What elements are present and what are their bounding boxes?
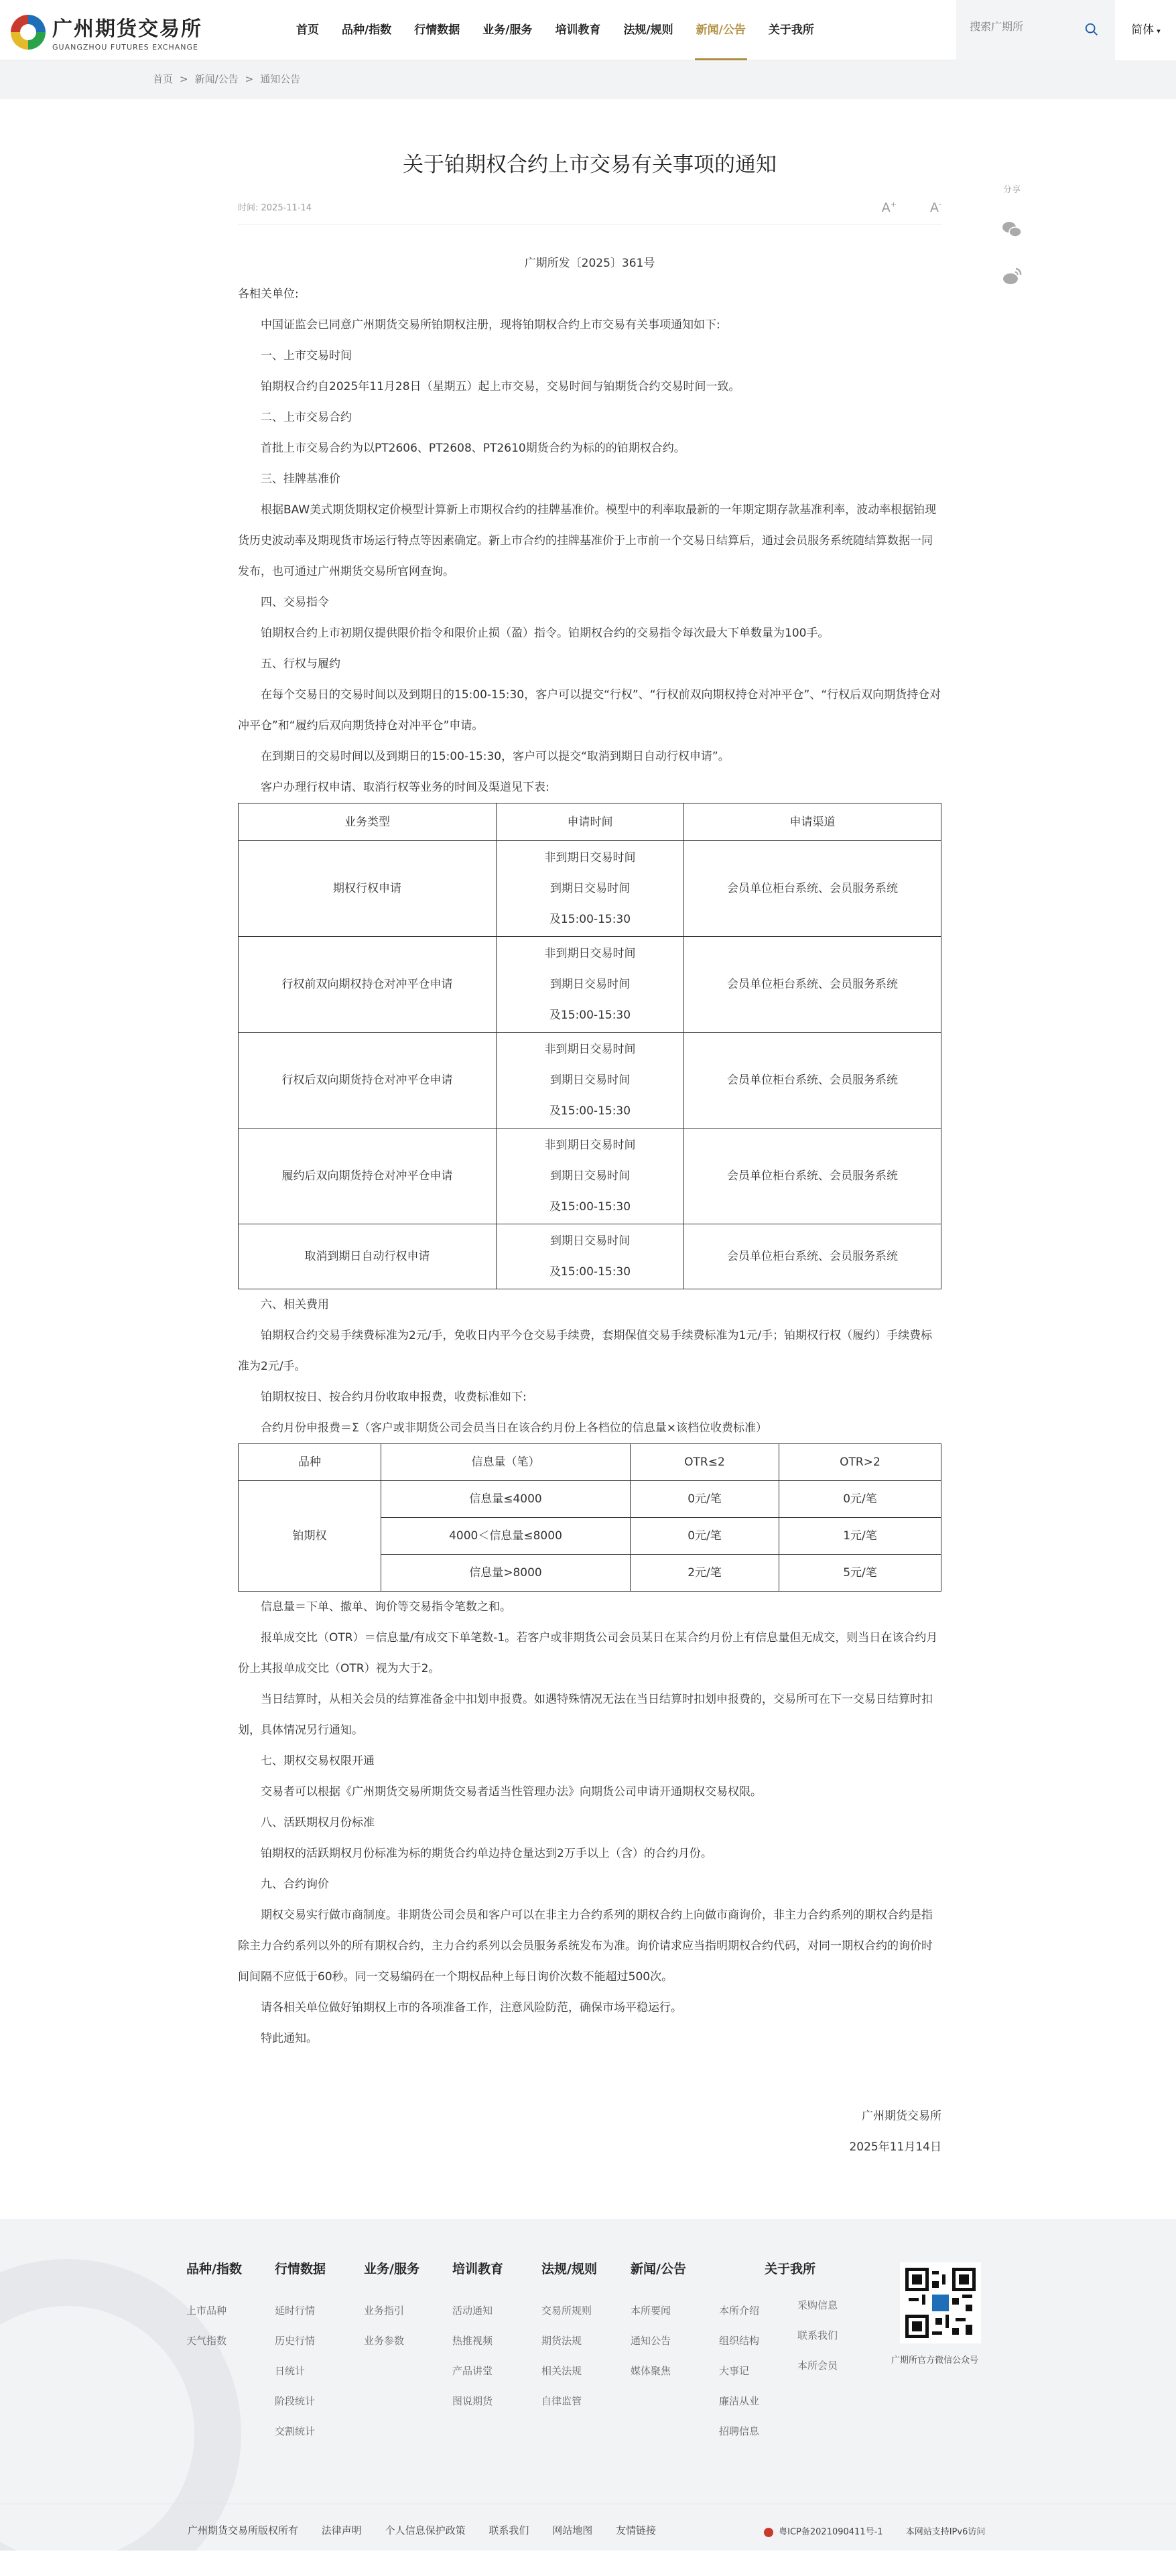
footer-link[interactable]: 自律监管 bbox=[541, 2395, 582, 2408]
nav-item-home[interactable]: 首页 bbox=[296, 23, 319, 37]
breadcrumb-separator: > bbox=[245, 73, 254, 85]
footer-link[interactable]: 业务指引 bbox=[364, 2305, 405, 2317]
share-label: 分享 bbox=[1002, 185, 1021, 195]
weibo-icon[interactable] bbox=[1001, 266, 1023, 286]
wechat-qr-code bbox=[900, 2262, 981, 2343]
footer-link[interactable]: 图说期货 bbox=[452, 2395, 493, 2408]
table-cell: 会员单位柜台系统、会员服务系统 bbox=[684, 1224, 941, 1289]
footer-link[interactable]: 业务参数 bbox=[364, 2335, 405, 2347]
footer-link[interactable]: 相关法规 bbox=[541, 2365, 582, 2378]
footer-bottom-right bbox=[764, 2524, 985, 2537]
section-heading: 五、行权与履约 bbox=[261, 657, 340, 671]
footer-link[interactable]: 延时行情 bbox=[275, 2305, 316, 2317]
privacy-link[interactable]: 个人信息保护政策 bbox=[385, 2524, 466, 2537]
table-cell: 非到期日交易时间 到期日交易时间 及15:00-15:30 bbox=[497, 1033, 684, 1129]
font-size-controls bbox=[852, 200, 941, 215]
paragraph: 在每个交易日的交易时间以及到期日的15:00-15:30，客户可以提交“行权”、“行权前双向期权持仓对冲平仓”、“行权后双向期货持仓对冲平仓”和“履约后双向期货持仓对冲平仓”申请。 bbox=[238, 688, 941, 733]
document-number: 广期所发〔2025〕361号 bbox=[524, 257, 655, 271]
table-cell: 行权后双向期货持仓对冲平仓申请 bbox=[239, 1033, 497, 1129]
footer-link[interactable]: 交易所规则 bbox=[541, 2305, 592, 2317]
footer-link[interactable]: 招聘信息 bbox=[719, 2425, 760, 2438]
qr-caption: 广期所官方微信公众号 bbox=[891, 2356, 979, 2366]
font-increase-button[interactable]: A+ bbox=[881, 200, 897, 216]
table-row bbox=[239, 1224, 941, 1289]
nav-item-education[interactable]: 培训教育 bbox=[555, 23, 601, 37]
table-cell: 非到期日交易时间 到期日交易时间 及15:00-15:30 bbox=[497, 1129, 684, 1224]
table-row bbox=[239, 1481, 941, 1518]
police-badge-icon bbox=[764, 2528, 773, 2537]
table-cell: 4000＜信息量≤8000 bbox=[381, 1518, 631, 1555]
footer-link[interactable]: 联系我们 bbox=[797, 2329, 838, 2342]
table-cell: 到期日交易时间 及15:00-15:30 bbox=[497, 1224, 684, 1289]
table-cell: 行权前双向期权持仓对冲平仓申请 bbox=[239, 937, 497, 1033]
breadcrumb bbox=[153, 72, 300, 86]
footer-link[interactable]: 活动通知 bbox=[452, 2305, 493, 2317]
logo-name-cn: 广州期货交易所 bbox=[52, 17, 202, 41]
signature-block bbox=[238, 2101, 941, 2163]
footer-link[interactable]: 本所会员 bbox=[797, 2360, 838, 2372]
table-header: 业务类型 bbox=[239, 803, 497, 841]
footer-link[interactable]: 上市品种 bbox=[186, 2305, 227, 2317]
table-cell: 0元/笔 bbox=[631, 1518, 779, 1555]
footer-bottom-bar bbox=[0, 2504, 1176, 2551]
footer-column-title[interactable]: 行情数据 bbox=[275, 2262, 326, 2277]
search-input[interactable] bbox=[970, 21, 1077, 34]
qr-code-icon bbox=[905, 2268, 976, 2338]
paragraph: 铂期权合约交易手续费标准为2元/手，免收日内平今仓交易手续费，套期保值交易手续费标准为1元/手；铂期权行权（履约）手续费标准为2元/手。 bbox=[238, 1329, 933, 1374]
table-header: OTR≤2 bbox=[631, 1444, 779, 1481]
paragraph: 首批上市交易合约为以PT2606、PT2608、PT2610期货合约为标的的铂期权合约。 bbox=[261, 442, 685, 456]
language-label: 简体 bbox=[1131, 23, 1155, 37]
footer-link[interactable]: 产品讲堂 bbox=[452, 2365, 493, 2378]
table-cell: 铂期权 bbox=[239, 1481, 381, 1592]
footer-link[interactable]: 本所介绍 bbox=[719, 2305, 760, 2317]
footer-column-title[interactable]: 培训教育 bbox=[452, 2262, 504, 2277]
table-cell: 非到期日交易时间 到期日交易时间 及15:00-15:30 bbox=[497, 937, 684, 1033]
table-cell: 5元/笔 bbox=[779, 1555, 941, 1592]
paragraph: 特此通知。 bbox=[261, 2032, 318, 2046]
nav-item-market-data[interactable]: 行情数据 bbox=[414, 23, 460, 37]
footer-column-title[interactable]: 业务/服务 bbox=[364, 2262, 419, 2277]
paragraph: 期权交易实行做市商制度。非期货公司会员和客户可以在非主力合约系列的期权合约上向做市商询价，非主力合约系列的期权合约是指除主力合约系列以外的所有期权合约，主力合约系列以会员服务系统发布为准。询价请求应当指明期权合约代码，对同一期权合约的询价时间间隔不应低于60秒。同一交易编码在一个期权品种上每日询价次数不能超过500次。 bbox=[238, 1909, 933, 1984]
footer-link[interactable]: 本所要闻 bbox=[631, 2305, 671, 2317]
paragraph: 铂期权按日、按合约月份收取申报费，收费标准如下: bbox=[261, 1391, 527, 1405]
language-switch[interactable] bbox=[1116, 0, 1176, 60]
table-header: OTR>2 bbox=[779, 1444, 941, 1481]
table-row bbox=[239, 937, 941, 1033]
footer-column-about-extra bbox=[797, 2291, 838, 2381]
footer-link[interactable]: 组织结构 bbox=[719, 2335, 760, 2347]
paragraph: 根据BAW美式期货期权定价模型计算新上市期权合约的挂牌基准价。模型中的利率取最新的一年期定期存款基准利率，波动率根据铂现货历史波动率及期现货市场运行特点等因素确定。新上市合约的挂牌基准价于上市前一个交易日结算后，通过会员服务系统随结算数据一同发布，也可通过广州期货交易所官网查询。 bbox=[238, 503, 937, 579]
nav-item-news[interactable]: 新闻/公告 bbox=[685, 0, 757, 60]
breadcrumb-news[interactable]: 新闻/公告 bbox=[194, 73, 239, 85]
salutation: 各相关单位: bbox=[238, 287, 299, 302]
section-heading: 一、上市交易时间 bbox=[261, 349, 352, 363]
chevron-down-icon: ▾ bbox=[1157, 27, 1161, 36]
article-date: 时间: 2025-11-14 bbox=[238, 203, 312, 213]
logo-emblem-icon bbox=[11, 15, 46, 50]
footer-column-rules bbox=[541, 2259, 597, 2417]
section-heading: 六、相关费用 bbox=[261, 1298, 329, 1312]
table-cell: 信息量>8000 bbox=[381, 1555, 631, 1592]
font-decrease-button[interactable]: A- bbox=[930, 200, 941, 216]
section-heading: 二、上市交易合约 bbox=[261, 411, 352, 425]
footer-link[interactable]: 日统计 bbox=[275, 2365, 306, 2378]
table-cell: 非到期日交易时间 到期日交易时间 及15:00-15:30 bbox=[497, 841, 684, 937]
footer-link[interactable]: 廉洁从业 bbox=[719, 2395, 760, 2408]
nav-item-products[interactable]: 品种/指数 bbox=[342, 23, 392, 37]
table-header: 信息量（笔） bbox=[381, 1444, 631, 1481]
footer-column-title[interactable]: 新闻/公告 bbox=[631, 2262, 686, 2277]
friend-links[interactable]: 友情链接 bbox=[615, 2524, 656, 2537]
legal-link[interactable]: 法律声明 bbox=[321, 2524, 362, 2537]
nav-item-rules[interactable]: 法规/规则 bbox=[623, 23, 673, 37]
footer-link[interactable]: 通知公告 bbox=[631, 2335, 671, 2347]
main-nav bbox=[285, 0, 826, 60]
footer-link[interactable]: 历史行情 bbox=[275, 2335, 316, 2347]
fee-table bbox=[238, 1443, 941, 1592]
table-cell: 会员单位柜台系统、会员服务系统 bbox=[684, 841, 941, 937]
breadcrumb-separator: > bbox=[180, 73, 188, 85]
paragraph: 铂期权合约自2025年11月28日（星期五）起上市交易，交易时间与铂期货合约交易时间一致。 bbox=[261, 380, 740, 394]
sitemap-link[interactable]: 网站地图 bbox=[552, 2524, 593, 2537]
table-cell: 信息量≤4000 bbox=[381, 1481, 631, 1518]
section-heading: 三、挂牌基准价 bbox=[261, 472, 340, 487]
contact-link[interactable]: 联系我们 bbox=[488, 2524, 529, 2537]
footer-link[interactable]: 期货法规 bbox=[541, 2335, 582, 2347]
paragraph: 中国证监会已同意广州期货交易所铂期权注册，现将铂期权合约上市交易有关事项通知如下: bbox=[261, 318, 720, 332]
breadcrumb-home[interactable]: 首页 bbox=[153, 73, 174, 85]
table-header: 品种 bbox=[239, 1444, 381, 1481]
table-header: 申请渠道 bbox=[684, 803, 941, 841]
footer-bottom-links bbox=[188, 2523, 676, 2537]
site-logo[interactable] bbox=[11, 12, 202, 52]
wechat-icon[interactable] bbox=[1001, 219, 1023, 239]
paragraph: 客户办理行权申请、取消行权等业务的时间及渠道见下表: bbox=[261, 781, 549, 795]
section-heading: 八、活跃期权月份标准 bbox=[261, 1816, 375, 1830]
footer-column-title[interactable]: 关于我所 bbox=[765, 2262, 816, 2277]
copyright-text: 广州期货交易所版权所有 bbox=[188, 2524, 299, 2537]
search-box bbox=[956, 0, 1115, 60]
signer: 广州期货交易所 bbox=[862, 2110, 941, 2124]
icp-link[interactable]: 粤ICP备2021090411号-1 bbox=[779, 2527, 883, 2538]
paragraph: 合约月份申报费＝Σ（客户或非期货公司会员当日在该合约月份上各档位的信息量×该档位收费标准） bbox=[261, 1421, 767, 1435]
footer-column-news bbox=[631, 2259, 686, 2386]
nav-item-about[interactable]: 关于我所 bbox=[768, 23, 814, 37]
search-icon[interactable] bbox=[1084, 22, 1099, 37]
paragraph: 在到期日的交易时间以及到期日的15:00-15:30，客户可以提交“取消到期日自动行权申请”。 bbox=[261, 750, 730, 764]
logo-name-en: GUANGZHOU FUTURES EXCHANGE bbox=[52, 43, 198, 52]
share-panel bbox=[998, 182, 1025, 289]
table-header: 申请时间 bbox=[497, 803, 684, 841]
paragraph: 信息量＝下单、撤单、询价等交易指令笔数之和。 bbox=[261, 1600, 511, 1614]
table-cell: 会员单位柜台系统、会员服务系统 bbox=[684, 1033, 941, 1129]
article-meta bbox=[238, 200, 941, 225]
table-cell: 履约后双向期货持仓对冲平仓申请 bbox=[239, 1129, 497, 1224]
footer-column-services bbox=[364, 2259, 419, 2356]
exercise-table bbox=[238, 803, 941, 1289]
footer-link[interactable]: 交割统计 bbox=[275, 2425, 316, 2438]
site-footer bbox=[0, 2219, 1176, 2551]
footer-column-title[interactable]: 品种/指数 bbox=[186, 2262, 242, 2277]
footer-column-market-data bbox=[275, 2259, 326, 2447]
section-heading: 七、期权交易权限开通 bbox=[261, 1754, 375, 1768]
table-row bbox=[239, 1129, 941, 1224]
article bbox=[238, 99, 941, 2163]
paragraph: 铂期权的活跃期权月份标准为标的期货合约单边持仓量达到2万手以上（含）的合约月份。 bbox=[261, 1847, 712, 1861]
table-cell: 会员单位柜台系统、会员服务系统 bbox=[684, 937, 941, 1033]
footer-link[interactable]: 天气指数 bbox=[186, 2335, 227, 2347]
table-cell: 0元/笔 bbox=[779, 1481, 941, 1518]
table-row bbox=[239, 841, 941, 937]
paragraph: 交易者可以根据《广州期货交易所期货交易者适当性管理办法》向期货公司申请开通期权交易权限。 bbox=[261, 1785, 762, 1799]
paragraph: 铂期权合约上市初期仅提供限价指令和限价止损（盈）指令。铂期权合约的交易指令每次最大下单数量为100手。 bbox=[261, 627, 830, 641]
footer-link[interactable]: 大事记 bbox=[719, 2365, 750, 2378]
footer-column-education bbox=[452, 2259, 503, 2417]
table-cell: 2元/笔 bbox=[631, 1555, 779, 1592]
ipv6-text: 本网站支持IPv6访问 bbox=[905, 2527, 986, 2538]
footer-link[interactable]: 热推视频 bbox=[452, 2335, 493, 2347]
table-cell: 取消到期日自动行权申请 bbox=[239, 1224, 497, 1289]
table-cell: 期权行权申请 bbox=[239, 841, 497, 937]
table-row bbox=[239, 1033, 941, 1129]
footer-link[interactable]: 媒体聚焦 bbox=[631, 2365, 671, 2378]
table-cell: 1元/笔 bbox=[779, 1518, 941, 1555]
article-body bbox=[238, 248, 941, 2163]
paragraph: 请各相关单位做好铂期权上市的各项准备工作，注意风险防范，确保市场平稳运行。 bbox=[261, 2001, 682, 2015]
nav-item-services[interactable]: 业务/服务 bbox=[482, 23, 533, 37]
paragraph: 报单成交比（OTR）＝信息量/有成交下单笔数-1。若客户或非期货公司会员某日在某合约月份上有信息量但无成交，则当日在该合约月份上其报单成交比（OTR）视为大于2。 bbox=[238, 1631, 938, 1676]
article-title: 关于铂期权合约上市交易有关事项的通知 bbox=[403, 153, 777, 176]
footer-link[interactable]: 阶段统计 bbox=[275, 2395, 316, 2408]
section-heading: 九、合约询价 bbox=[261, 1878, 329, 1892]
breadcrumb-current[interactable]: 通知公告 bbox=[260, 73, 301, 85]
table-cell: 会员单位柜台系统、会员服务系统 bbox=[684, 1129, 941, 1224]
paragraph: 当日结算时，从相关会员的结算准备金中扣划申报费。如遇特殊情况无法在当日结算时扣划申报费的，交易所可在下一交易日结算时扣划，具体情况另行通知。 bbox=[238, 1693, 933, 1738]
section-heading: 四、交易指令 bbox=[261, 596, 329, 610]
footer-column-products bbox=[186, 2259, 242, 2356]
footer-column-title[interactable]: 法规/规则 bbox=[541, 2262, 597, 2277]
site-header bbox=[0, 0, 1176, 60]
table-cell: 0元/笔 bbox=[631, 1481, 779, 1518]
footer-link[interactable]: 采购信息 bbox=[797, 2299, 838, 2312]
sign-date: 2025年11月14日 bbox=[849, 2140, 941, 2154]
